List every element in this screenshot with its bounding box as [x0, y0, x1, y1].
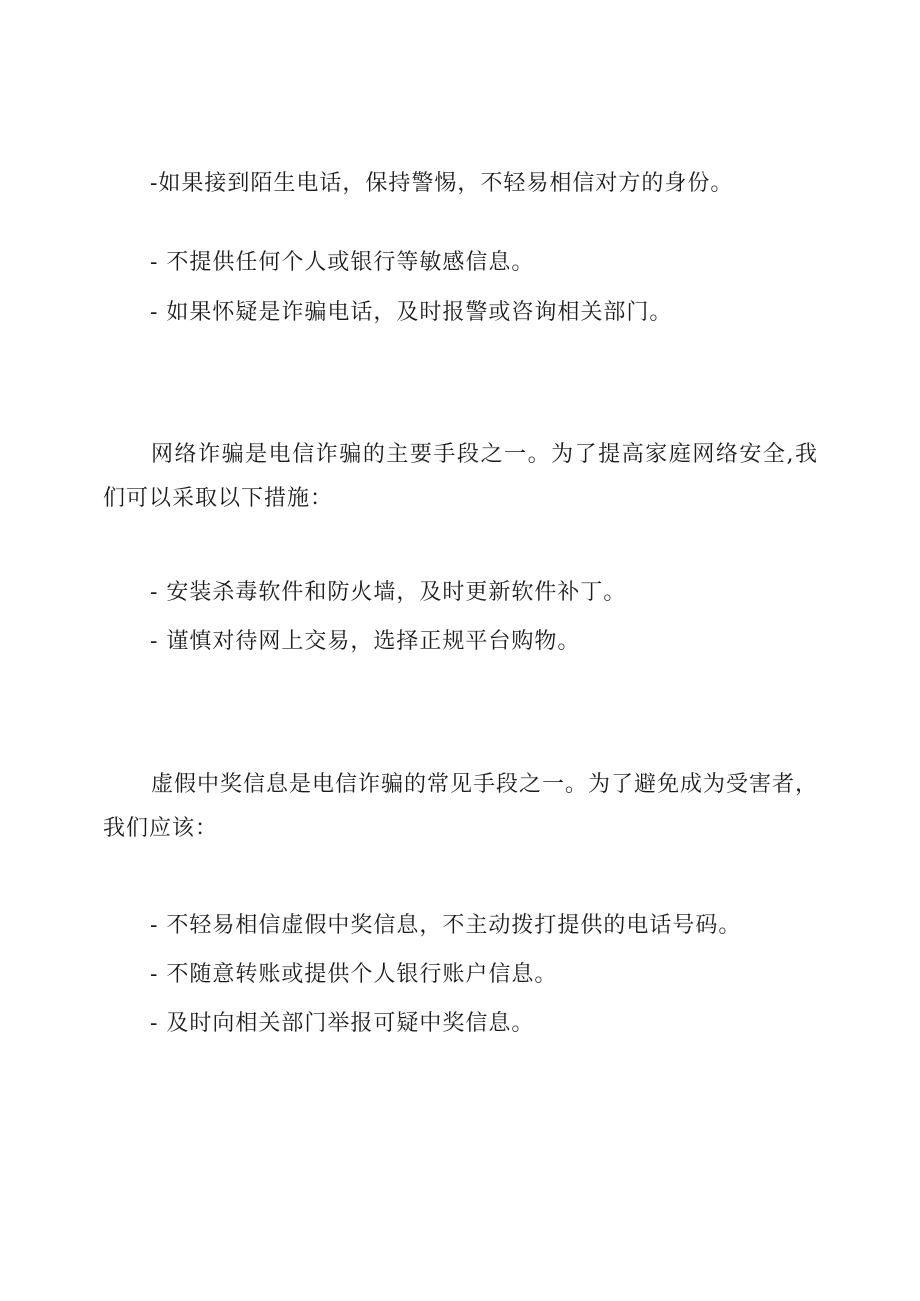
phone-fraud-bullet-3: - 如果怀疑是诈骗电话，及时报警或咨询相关部门。	[150, 300, 673, 325]
internet-fraud-bullet-1: - 安装杀毒软件和防火墙，及时更新软件补丁。	[150, 580, 627, 605]
fake-prize-bullet-3: - 及时向相关部门举报可疑中奖信息。	[150, 1011, 535, 1036]
internet-fraud-bullet-2: - 谨慎对待网上交易，选择正规平台购物。	[150, 629, 581, 654]
fake-prize-bullet-1: - 不轻易相信虚假中奖信息，不主动拨打提供的电话号码。	[150, 913, 742, 938]
fake-prize-bullet-2: - 不随意转账或提供个人银行账户信息。	[150, 962, 558, 987]
fake-prize-intro: 虚假中奖信息是电信诈骗的常见手段之一。为了避免成为受害者，我们应该：	[103, 772, 819, 841]
phone-fraud-bullet-1: -如果接到陌生电话，保持警惕，不轻易相信对方的身份。	[150, 171, 734, 196]
internet-fraud-intro: 网络诈骗是电信诈骗的主要手段之一。为了提高家庭网络安全,我们可以采取以下措施：	[103, 442, 818, 511]
phone-fraud-bullet-2: - 不提供任何个人或银行等敏感信息。	[150, 250, 535, 275]
